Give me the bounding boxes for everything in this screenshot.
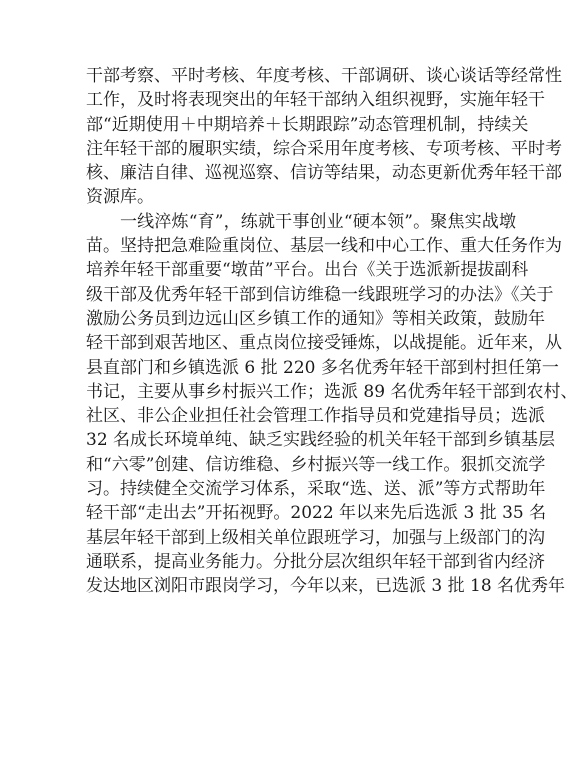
paragraph-line: 和“六零”创建、信访维稳、乡村振兴等一线工作。狠抓交流学 xyxy=(86,454,546,475)
paragraph-line: 32 名成长环境单纯、缺乏实践经验的机关年轻干部到乡镇基层 xyxy=(86,430,556,451)
paragraph-line: 一线淬炼“育”，练就干事创业“硬本领”。聚焦实战墩 xyxy=(120,211,516,232)
paragraph-line: 苗。坚持把急难险重岗位、基层一线和中心工作、重大任务作为 xyxy=(86,236,562,257)
paragraph-line: 部“近期使用＋中期培养＋长期跟踪”动态管理机制，持续关 xyxy=(86,114,529,135)
paragraph-line: 资源库。 xyxy=(86,187,154,208)
paragraph-line: 基层年轻干部到上级相关单位跟班学习，加强与上级部门的沟 xyxy=(86,527,545,548)
paragraph-line: 核、廉洁自律、巡视巡察、信访等结果，动态更新优秀年轻干部 xyxy=(86,163,562,184)
paragraph-2 xyxy=(86,210,578,599)
paragraph-line: 习。持续健全交流学习体系，采取“选、送、派”等方式帮助年 xyxy=(86,479,546,500)
paragraph-line: 干部考察、平时考核、年度考核、干部调研、谈心谈话等经常性 xyxy=(86,66,562,86)
paragraph-1 xyxy=(86,64,562,210)
paragraph-line: 通联系，提高业务能力。分批分层次组织年轻干部到省内经济 xyxy=(86,551,545,572)
paragraph-line: 工作，及时将表现突出的年轻干部纳入组织视野，实施年轻干 xyxy=(86,90,545,111)
paragraph-line: 注年轻干部的履职实绩，综合采用年度考核、专项考核、平时考 xyxy=(86,138,562,159)
paragraph-line: 轻干部到艰苦地区、重点岗位接受锤炼，以战提能。近年来，从 xyxy=(86,333,562,354)
paragraph-line: 培养年轻干部重要“墩苗”平台。出台《关于选派新提拔副科 xyxy=(86,260,529,281)
paragraph-line: 书记，主要从事乡村振兴工作；选派 89 名优秀年轻干部到农村、 xyxy=(86,381,578,402)
paragraph-line: 县直部门和乡镇选派 6 批 220 多名优秀年轻干部到村担任第一 xyxy=(86,357,559,378)
paragraph-line: 社区、非公企业担任社会管理工作指导员和党建指导员；选派 xyxy=(86,406,545,427)
document-body xyxy=(86,64,578,599)
paragraph-line: 激励公务员到边远山区乡镇工作的通知》等相关政策，鼓励年 xyxy=(86,308,545,329)
paragraph-line: 轻干部“走出去”开拓视野。2022 年以来先后选派 3 批 35 名 xyxy=(86,503,547,524)
paragraph-line: 级干部及优秀年轻干部到信访维稳一线跟班学习的办法》《关于 xyxy=(86,284,554,305)
paragraph-line: 发达地区浏阳市跟岗学习，今年以来，已选派 3 批 18 名优秀年 xyxy=(86,576,566,597)
